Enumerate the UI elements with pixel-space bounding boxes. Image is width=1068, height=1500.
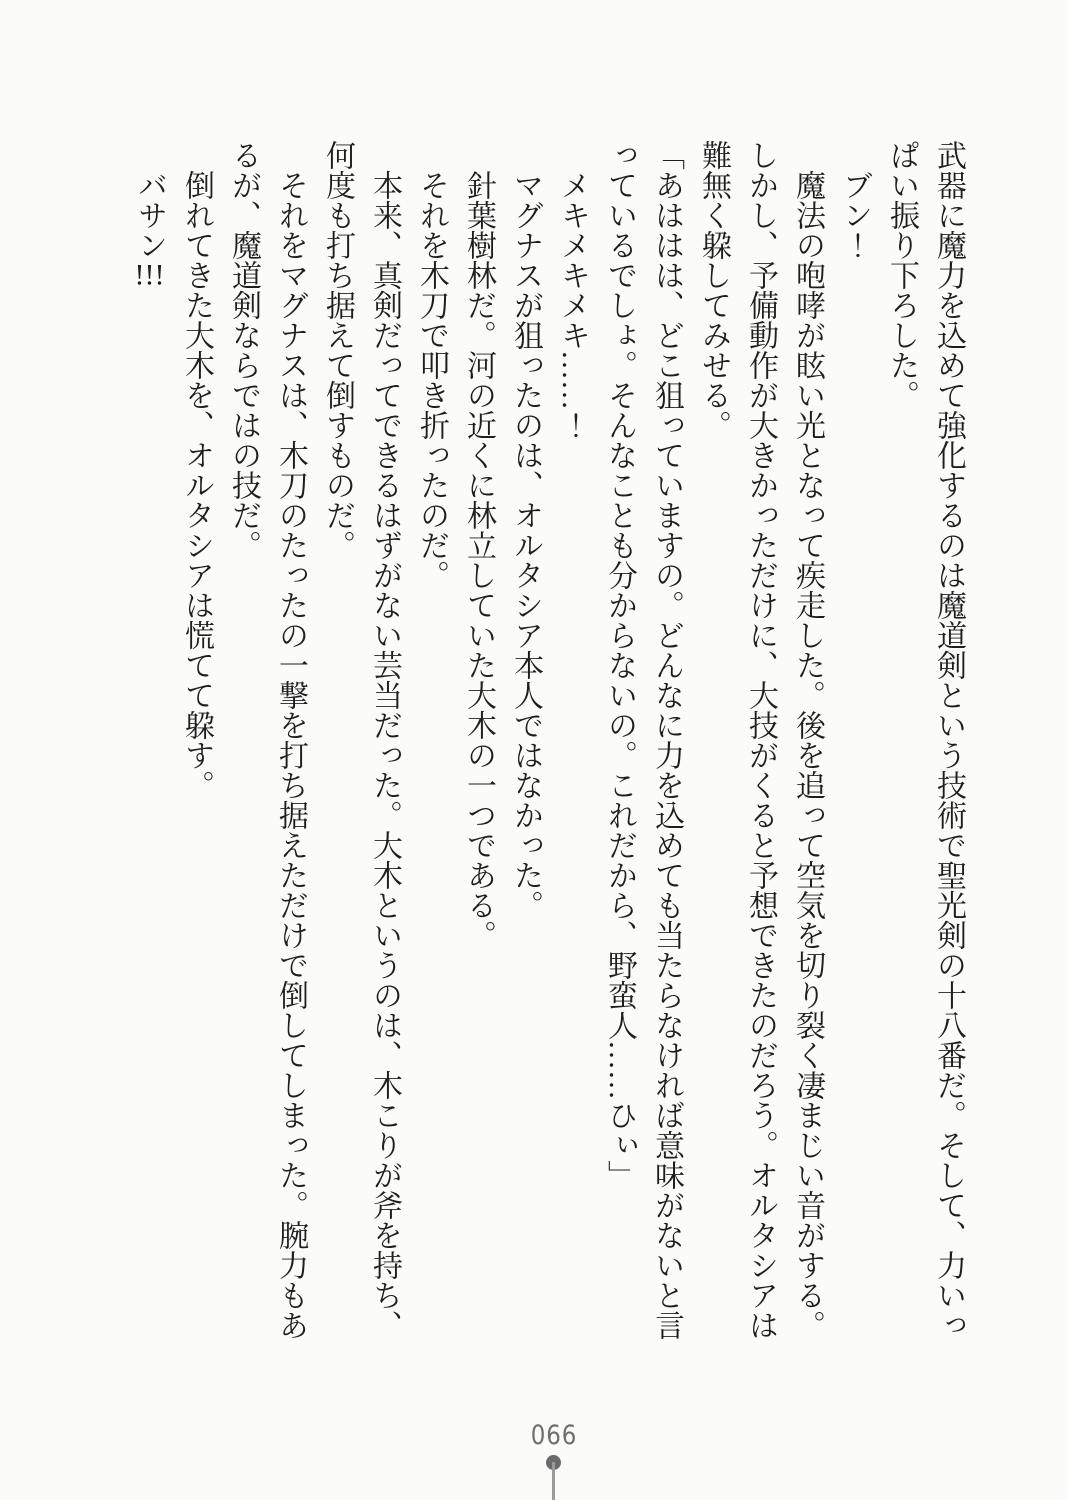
page-text	[126, 140, 972, 1340]
triple-exclamation: !!!	[134, 260, 165, 290]
paragraph: それを木刀で叩き折ったのだ。	[415, 170, 448, 590]
paragraph: ブン！	[838, 170, 871, 260]
paragraph: マグナスが狙ったのは、オルタシア本人ではなかった。	[509, 170, 542, 920]
paragraph: 本来、真剣だってできるはずがない芸当だった。大木というのは、木こりが斧を持ち、何度も打ち据えて倒すものだ。	[321, 140, 401, 1340]
paragraph: 針葉樹林だ。河の近くに林立していた大木の一つである。	[462, 170, 495, 950]
paragraph: メキメキメキ……！	[556, 170, 589, 440]
paragraph: それをマグナスは、木刀のたったの一撃を打ち据えただけで倒してしまった。腕力もあるが、魔道剣ならではの技だ。	[227, 140, 307, 1340]
paragraph: 倒れてきた大木を、オルタシアは慌てて躱す。	[180, 170, 213, 800]
paragraph: 武器に魔力を込めて強化するのは魔道剣という技術で聖光剣の十八番だ。そして、力いっぱい振り下ろした。	[885, 140, 965, 1340]
page-number: 066	[530, 1420, 578, 1451]
paragraph: バサン!!!	[133, 170, 166, 290]
paragraph: しかし、予備動作が大きかっただけに、大技がくると予想できたのだろう。オルタシアは難無く躱してみせる。	[697, 140, 777, 1340]
paragraph: 「あははは、どこ狙っていますの。どんなに力を込めても当たらなければ意味がないと言っているでしょ。そんなことも分からないの。これだから、野蛮人……ひぃ」	[603, 140, 683, 1340]
paragraph: 魔法の咆哮が眩い光となって疾走した。後を追って空気を切り裂く凄まじい音がする。	[791, 170, 824, 1340]
position-marker-line	[552, 1462, 555, 1500]
